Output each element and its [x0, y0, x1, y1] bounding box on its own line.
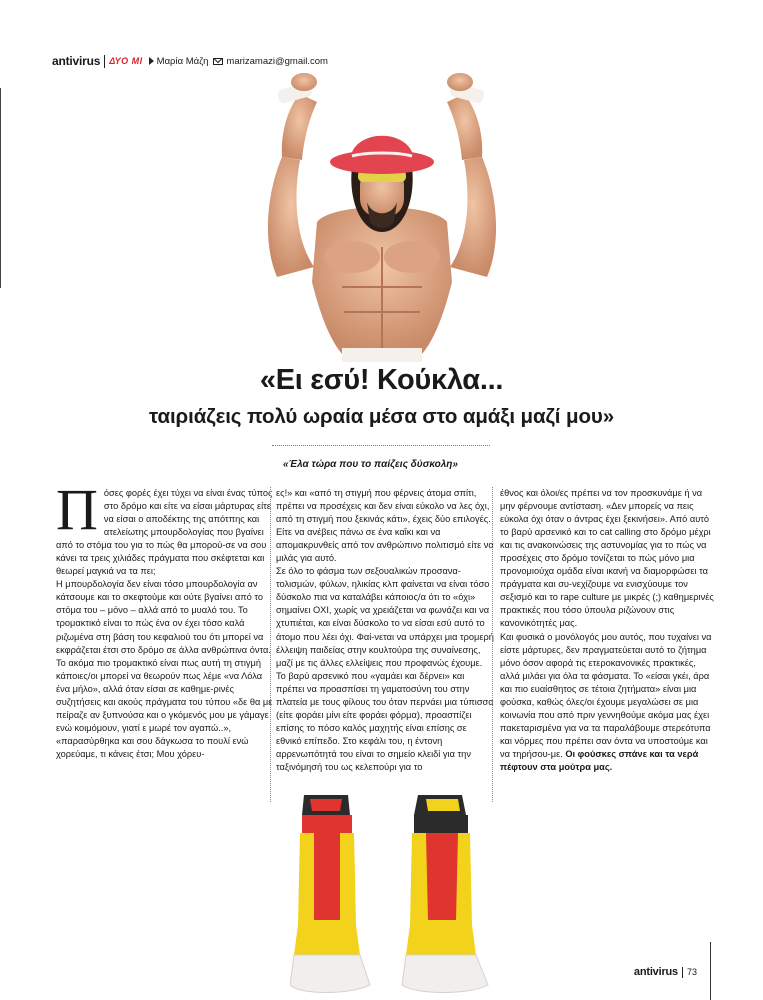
- footer-divider: [682, 967, 683, 978]
- article-column-1: [56, 477, 274, 761]
- drop-cap: Π: [56, 477, 98, 542]
- article-subtitle: «Έλα τώρα που το παίζεις δύσκολη»: [283, 459, 458, 470]
- right-margin-rule: [710, 942, 711, 1000]
- paragraph: Η μπουρδολογία δεν είναι τόσο μπουρδολογία αν κάτσουμε και το σκεφτούμε και ούτε βγαίνει από το στόμα του – μόνο – αλλά από το μυαλό του. Το τρομακτικό είναι το πώς ένα ον έχει τόσο καλά ριζωμένα στη βάση του κεφαλιού του ότι μπορεί να εκφράζεται έτσι στο δρόμο σε άλλα ανθρώπινα όντα.: [56, 579, 271, 655]
- paragraph-text: Και φυσικά ο μονόλογός μου αυτός, που τυχαίνει να είστε μάρτυρες, δεν πραγματεύεται αυτό το ζήτημα μόνο όσον αφορά τις ετεροκανονικές πρακτικές, αλλά μιλάει για όλα τα φάσματα. Το «είσαι γκέι, άρα και πιο ευαίσθητος σε τέτοια ζητήματα» είναι μια φούσκα, καθώς όλες/οι έχουμε μεγαλώσει σε μια κοινωνία που από πριν γεννηθούμε ακόμα μας έχει πακεταρισμένα για να τα παραλάβουμε στερεότυπα και νόρμες που πρέπει σαν όντα να υποστούμε και να τηρήσου-με.: [500, 631, 712, 759]
- paragraph: Το βαρύ αρσενικό που «γαμάει και δέρνει» και πρέπει να προασπίσει τη γαματοσύνη του στην πλατεία με τους φίλους του όταν περνάει μια τύπισσα (είτε φοράει μίνι είτε φοράει φόρμα), προασπίζει επίσης το πόσο καλός μαχητής είναι επίσης σε εθνικό επίπεδο. Στο κεφάλι του, η έντονη αρρενωπότητά του είναι το σημείο κλειδί για την ταξινόμησή του ως κελεπούρι για το: [276, 670, 494, 772]
- page-footer: [634, 966, 697, 978]
- page-number: 73: [686, 967, 697, 977]
- envelope-icon: [213, 58, 223, 65]
- paragraph: όσες φορές έχει τύχει να είναι ένας τύπος στο δρόμο και είτε να είσαι μάρτυρας είτε να είσαι ο αποδέκτης της απότπης και ατελείωτης μπουρδολογίας που βγαίνει από το στόμα του για το πώς θα μπορού-σε να σου κάνει τα τρεις χιλιάδες πράγματα που σκέφτεται και θεωρεί μαγκιά να τα πει;: [56, 488, 273, 577]
- author-name: Μαρία Μάζη: [156, 55, 209, 67]
- page-header: [52, 53, 328, 69]
- left-margin-rule: [0, 88, 1, 288]
- wrestler-figure-top-illustration: [222, 72, 542, 362]
- column-divider: [270, 487, 271, 802]
- article-column-3: [500, 487, 716, 774]
- arrow-right-icon: [149, 57, 154, 65]
- header-divider: [104, 55, 105, 68]
- paragraph: Σε όλο το φάσμα των σεξουαλικών προσανα-τολισμών, φύλων, ηλικίας κλπ φαίνεται να είναι τόσο δύσκολο πια να καταλάβει κάποιος/α ότι το «όχι» σημαίνει ΟΧΙ, χωρίς να χρειάζεται να φωνάζει και να χτυπιέται, και είναι δύσκολο το να είσαι εσύ αυτό το άτομο που λέει όχι. Φαί-νεται να υπάρχει μια τρομερή έλλειψη παιδείας στην κουλτούρα της συναίνεσης, μαζί με τις άλλες ελλείψεις που προφανώς έχουμε.: [276, 566, 494, 668]
- author-email[interactable]: marizamazi@gmail.com: [226, 55, 328, 67]
- closing-statement: Οι φούσκες σπάνε και τα νερά πέφτουν στα μούτρα μας.: [500, 748, 699, 772]
- paragraph: [500, 631, 716, 775]
- paragraph: ες!» και «από τη στιγμή που φέρνεις άτομα σπίτι, πρέπει να προσέχεις και δεν είναι εύκολο να λες όχι, από τη στιγμή που ξεκινάς κάτι», έχεις δύο επιλογές. Είτε να ανέβεις πάνω σε ένα καΐκι και να απομακρυνθείς από τον ανθρώπινο πολιτισμό είτε να μιλάς για αυτό.: [276, 488, 494, 564]
- magazine-brand: antivirus: [52, 54, 101, 68]
- title-divider: [272, 445, 490, 446]
- wrestler-boots-illustration: [290, 795, 490, 1000]
- article-headline: «Ει εσύ! Κούκλα...: [259, 364, 504, 396]
- paragraph: έθνος και όλοι/ες πρέπει να τον προσκυνάμε ή να μην φέρνουμε αντίσταση. «Δεν μπορείς να πεις εύκολα όχι όταν ο άντρας έχει ξεκινήσει». Από αυτό το βαρύ αρσενικό και το cat calling στο δρόμο μέχρι και τις ανακοινώσεις της αστυνομίας για το πώς να προσέχεις στο δρόμο τονίζεται το πώς μόνο μια προνομιούχα ομάδα είναι ικανή να διαμορφώσει τα πράγματα και συ-νεχίζουμε να ενισχύουμε τον σεξισμό και το rape culture με μικρές (;) καθημερινές πρακτικές που τόσο ύπουλα ριζώνουν στις κανονικότητές μας.: [500, 488, 714, 629]
- section-label: ΔΥΟ ΜΙ: [109, 56, 143, 66]
- article-headline-continued: ταιριάζεις πολύ ωραία μέσα στο αμάξι μαζί μου»: [148, 405, 614, 428]
- footer-brand: antivirus: [633, 966, 678, 978]
- article-column-2: [276, 487, 494, 774]
- paragraph: Το ακόμα πιο τρομακτικό είναι πως αυτή τη στιγμή κάποιες/οι μπορεί να θεωρούν πως λέμε «να Λόλα ένα μήλο», αλλά όταν είσαι σε καθημε-ρινές συζητήσεις και ακούς πράγματα του τύπου «δε θα με πείραζε αν ξυπνούσα και ο γκόμενός μου με γάμαγε ενώ κοιμόμουν, γιατί ε μωρέ τον αγαπώ..», «παρασύρθηκα και σου δάγκωσα το πουλί ενώ χορεύαμε, τι κάνεις έτσι; Μου χόρευ-: [56, 657, 273, 759]
- column-divider: [492, 487, 493, 802]
